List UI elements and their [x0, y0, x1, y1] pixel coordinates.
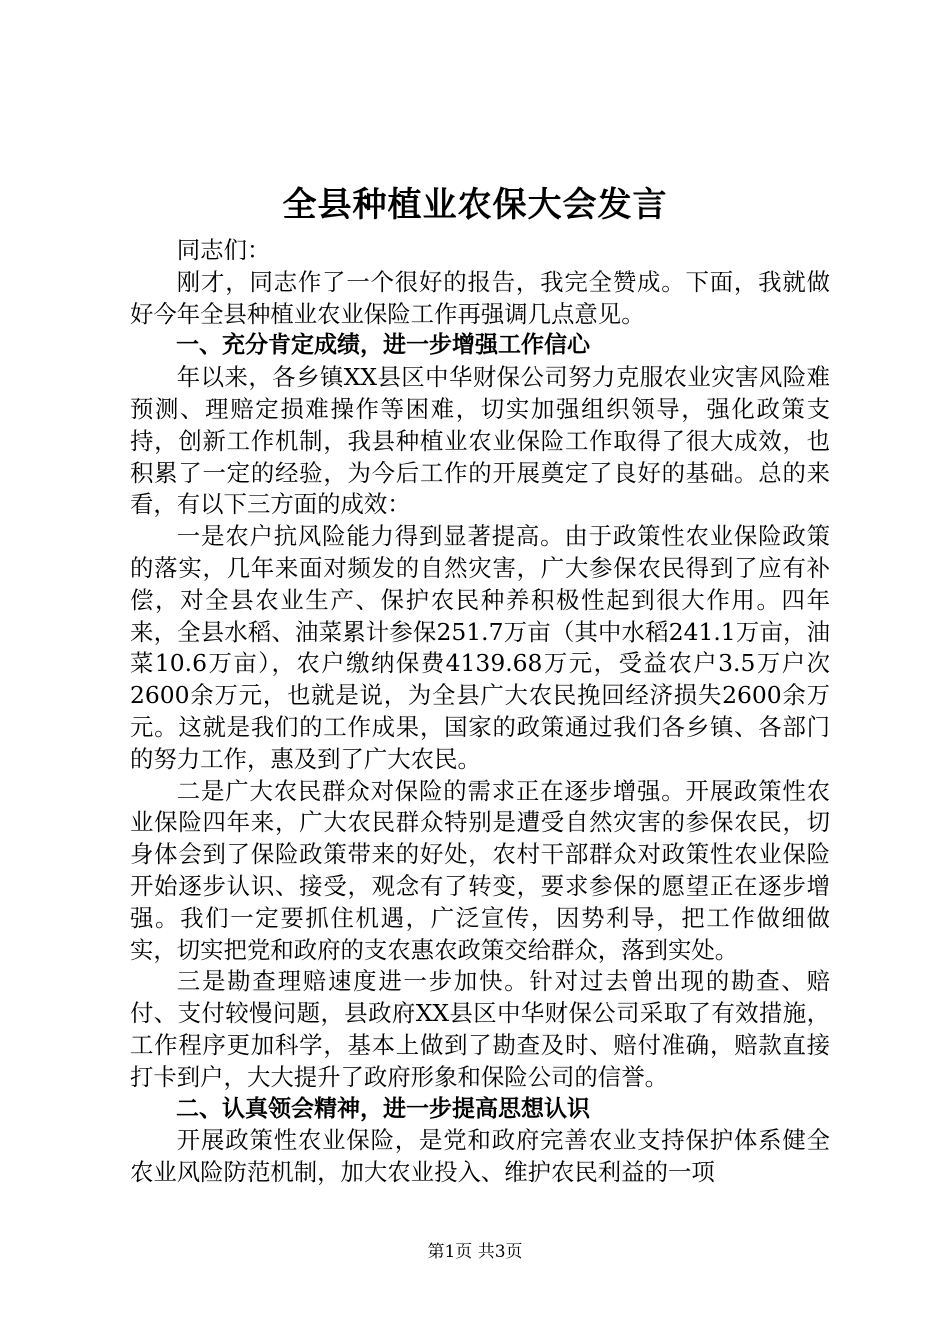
body-paragraph: 二是广大农民群众对保险的需求正在逐步增强。开展政策性农业保险四年来，广大农民群众特别是遭受自然灾害的参保农民，切身体会到了保险政策带来的好处，农村干部群众对政策性农业保险开始逐步认识、接受，观念有了转变，要求参保的愿望正在逐步增强。我们一定要抓住机遇，广泛宣传，因势利导，把工作做细做实，切实把党和政府的支农惠农政策交给群众，落到实处。: [130, 776, 830, 964]
body-paragraph: 一是农户抗风险能力得到显著提高。由于政策性农业保险政策的落实，几年来面对频发的自然灾害，广大参保农民得到了应有补偿，对全县农业生产、保护农民种养积极性起到很大作用。四年来，全县水稻、油菜累计参保251.7万亩（其中水稻241.1万亩，油菜10.6万亩），农户缴纳保费4139.68万元，受益农户3.5万户次2600余万元，也就是说，为全县广大农民挽回经济损失2600余万元。这就是我们的工作成果，国家的政策通过我们各乡镇、各部门的努力工作，惠及到了广大农民。: [130, 522, 830, 773]
page-footer: 第1页 共3页: [427, 1242, 523, 1262]
body-paragraph: 三是勘查理赔速度进一步加快。针对过去曾出现的勘查、赔付、支付较慢问题，县政府XX县区中华财保公司采取了有效措施，工作程序更加科学，基本上做到了勘查及时、赔付准确，赔款直接打卡到户，大大提升了政府形象和保险公司的信誉。: [130, 967, 830, 1091]
body-paragraph: 年以来，各乡镇XX县区中华财保公司努力克服农业灾害风险难预测、理赔定损难操作等困难，切实加强组织领导，强化政策支持，创新工作机制，我县种植业农业保险工作取得了很大成效，也积累了一定的经验，为今后工作的开展奠定了良好的基础。总的来看，有以下三方面的成效：: [130, 363, 830, 519]
section-heading: 二、认真领会精神，进一步提高思想认识: [176, 1095, 590, 1122]
document-title: 全县种植业农保大会发言: [282, 185, 668, 225]
document-body: [130, 235, 830, 1189]
salutation: 同志们：: [176, 236, 271, 264]
section-heading: 一、充分肯定成绩，进一步增强工作信心: [176, 332, 590, 359]
body-paragraph: 开展政策性农业保险，是党和政府完善农业支持保护体系健全农业风险防范机制，加大农业投入、维护农民利益的一项: [130, 1126, 830, 1187]
body-paragraph: 刚才，同志作了一个很好的报告，我完全赞成。下面，我就做好今年全县种植业农业保险工作再强调几点意见。: [130, 267, 830, 328]
